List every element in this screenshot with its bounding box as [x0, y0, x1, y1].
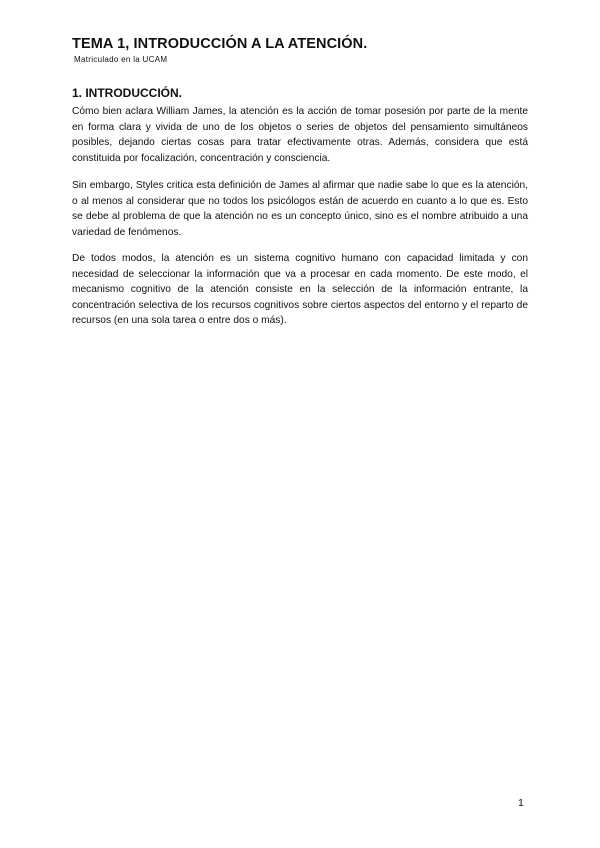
section-heading: 1. INTRODUCCIÓN.	[72, 86, 183, 100]
document-subtitle: Matriculado en la UCAM	[74, 55, 168, 64]
paragraph-2: Sin embargo, Styles critica esta definición de James al afirmar que nadie sabe lo que es la atención, o al menos al considerar que no todos los psicólogos están de acuerdo en cuanto a lo que es. Esto se debe al problema de que la atención no es un concepto único, sino es el nombre atribuido a una variedad de fenómenos.	[72, 180, 528, 238]
paragraph-1: Cómo bien aclara William James, la atención es la acción de tomar posesión por parte de la mente en forma clara y vivida de uno de los objetos o series de objetos del pensamiento simultáneos posibles, dejando ciertas cosas para tratar efectivamente otras. Además, considera que está constituida por focalización, concentración y consciencia.	[72, 106, 528, 164]
document-title: TEMA 1, INTRODUCCIÓN A LA ATENCIÓN.	[72, 36, 368, 52]
paragraph-3: De todos modos, la atención es un sistema cognitivo humano con capacidad limitada y con necesidad de seleccionar la información que va a procesar en cada momento. De este modo, el mecanismo cognitivo de la atención consiste en la selección de la información entrante, la concentración selectiva de los recursos cognitivos sobre ciertos aspectos del entorno y el reparto de recursos (en una sola tarea o entre dos o más).	[72, 253, 528, 327]
page-number: 1	[518, 797, 524, 809]
